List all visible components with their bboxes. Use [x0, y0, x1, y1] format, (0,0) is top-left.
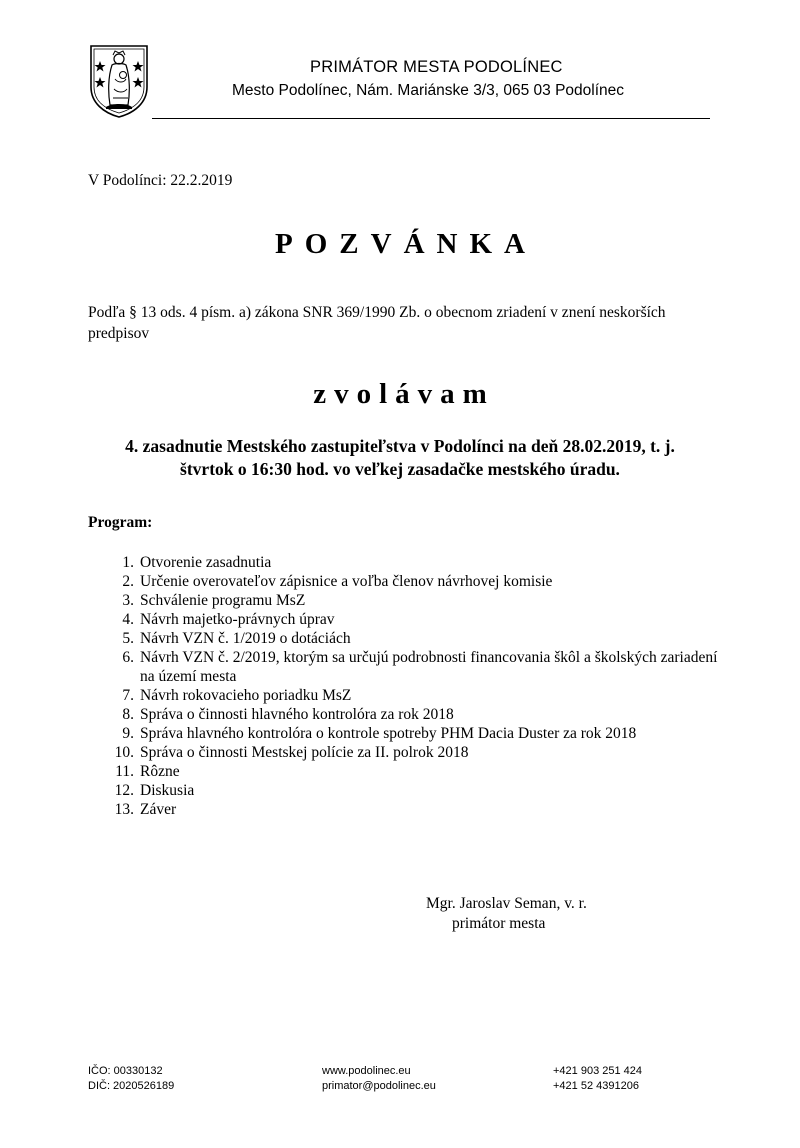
list-item [110, 781, 730, 800]
list-item [110, 705, 730, 724]
list-item [110, 800, 730, 819]
list-item-number: 10. [114, 744, 134, 761]
meeting-summons [60, 435, 740, 481]
document-heading: POZVÁNKA [275, 228, 537, 260]
footer-email: primator@podolinec.eu [322, 1080, 436, 1092]
summons-line-2: štvrtok o 16:30 hod. vo veľkej zasadačke mestského úradu. [180, 459, 620, 479]
convene-verb: zvolávam [313, 378, 495, 410]
list-item-text: Záver [140, 801, 177, 818]
list-item [110, 648, 730, 686]
list-item-number: 1. [122, 554, 134, 571]
list-item-text: Správa o činnosti hlavného kontrolóra za rok 2018 [140, 706, 454, 723]
list-item-text: Správa o činnosti Mestskej polície za II. polrok 2018 [140, 744, 469, 761]
summons-line-1: 4. zasadnutie Mestského zastupiteľstva v Podolínci na deň 28.02.2019, t. j. [125, 436, 675, 456]
list-item-number: 3. [122, 592, 134, 609]
list-item-number: 12. [114, 782, 134, 799]
list-item [110, 724, 730, 743]
town-coat-of-arms-icon [88, 43, 150, 119]
program-list [110, 553, 730, 819]
list-item-text: Správa hlavného kontrolóra o kontrole spotreby PHM Dacia Duster za rok 2018 [140, 725, 637, 742]
footer-ico: IČO: 00330132 [88, 1065, 163, 1077]
header-address: Mesto Podolínec, Nám. Mariánske 3/3, 065 03 Podolínec [232, 82, 625, 99]
footer-phone-mobile: +421 903 251 424 [553, 1065, 643, 1077]
footer-website: www.podolinec.eu [322, 1065, 411, 1077]
list-item-number: 8. [122, 706, 134, 723]
list-item [110, 572, 730, 591]
list-item-number: 13. [114, 801, 134, 818]
list-item [110, 743, 730, 762]
list-item [110, 553, 730, 572]
list-item-number: 6. [122, 649, 134, 666]
list-item-text: Návrh rokovacieho poriadku MsZ [140, 687, 352, 704]
list-item [110, 762, 730, 781]
list-item-number: 11. [115, 763, 134, 780]
list-item-text: Návrh majetko-právnych úprav [140, 611, 335, 628]
list-item-number: 4. [122, 611, 134, 628]
list-item [110, 610, 730, 629]
list-item-text: Určenie overovateľov zápisnice a voľba členov návrhovej komisie [140, 573, 553, 590]
list-item-text: Otvorenie zasadnutia [140, 554, 272, 571]
list-item-text: Rôzne [140, 763, 180, 780]
date-line: V Podolínci: 22.2.2019 [88, 172, 233, 189]
list-item-text: Návrh VZN č. 1/2019 o dotáciách [140, 630, 351, 647]
list-item-number: 5. [122, 630, 134, 647]
legal-basis: Podľa § 13 ods. 4 písm. a) zákona SNR 369/1990 Zb. o obecnom zriadení v znení neskorších predpisov [88, 304, 666, 342]
signature-name: Mgr. Jaroslav Seman, v. r. [426, 895, 587, 912]
list-item-text: Schválenie programu MsZ [140, 592, 306, 609]
header-title: PRIMÁTOR MESTA PODOLÍNEC [310, 58, 563, 76]
header-divider [152, 118, 710, 119]
list-item-text: Návrh VZN č. 2/2019, ktorým sa určujú podrobnosti financovania škôl a školských zariadení na území mesta [140, 649, 718, 685]
list-item [110, 591, 730, 610]
list-item-number: 2. [122, 573, 134, 590]
list-item [110, 629, 730, 648]
footer-phone-landline: +421 52 4391206 [553, 1080, 639, 1092]
list-item [110, 686, 730, 705]
footer-dic: DIČ: 2020526189 [88, 1080, 175, 1092]
signature-role: primátor mesta [452, 915, 546, 932]
program-label: Program: [88, 514, 153, 531]
list-item-number: 9. [122, 725, 134, 742]
list-item-number: 7. [122, 687, 134, 704]
list-item-text: Diskusia [140, 782, 195, 799]
